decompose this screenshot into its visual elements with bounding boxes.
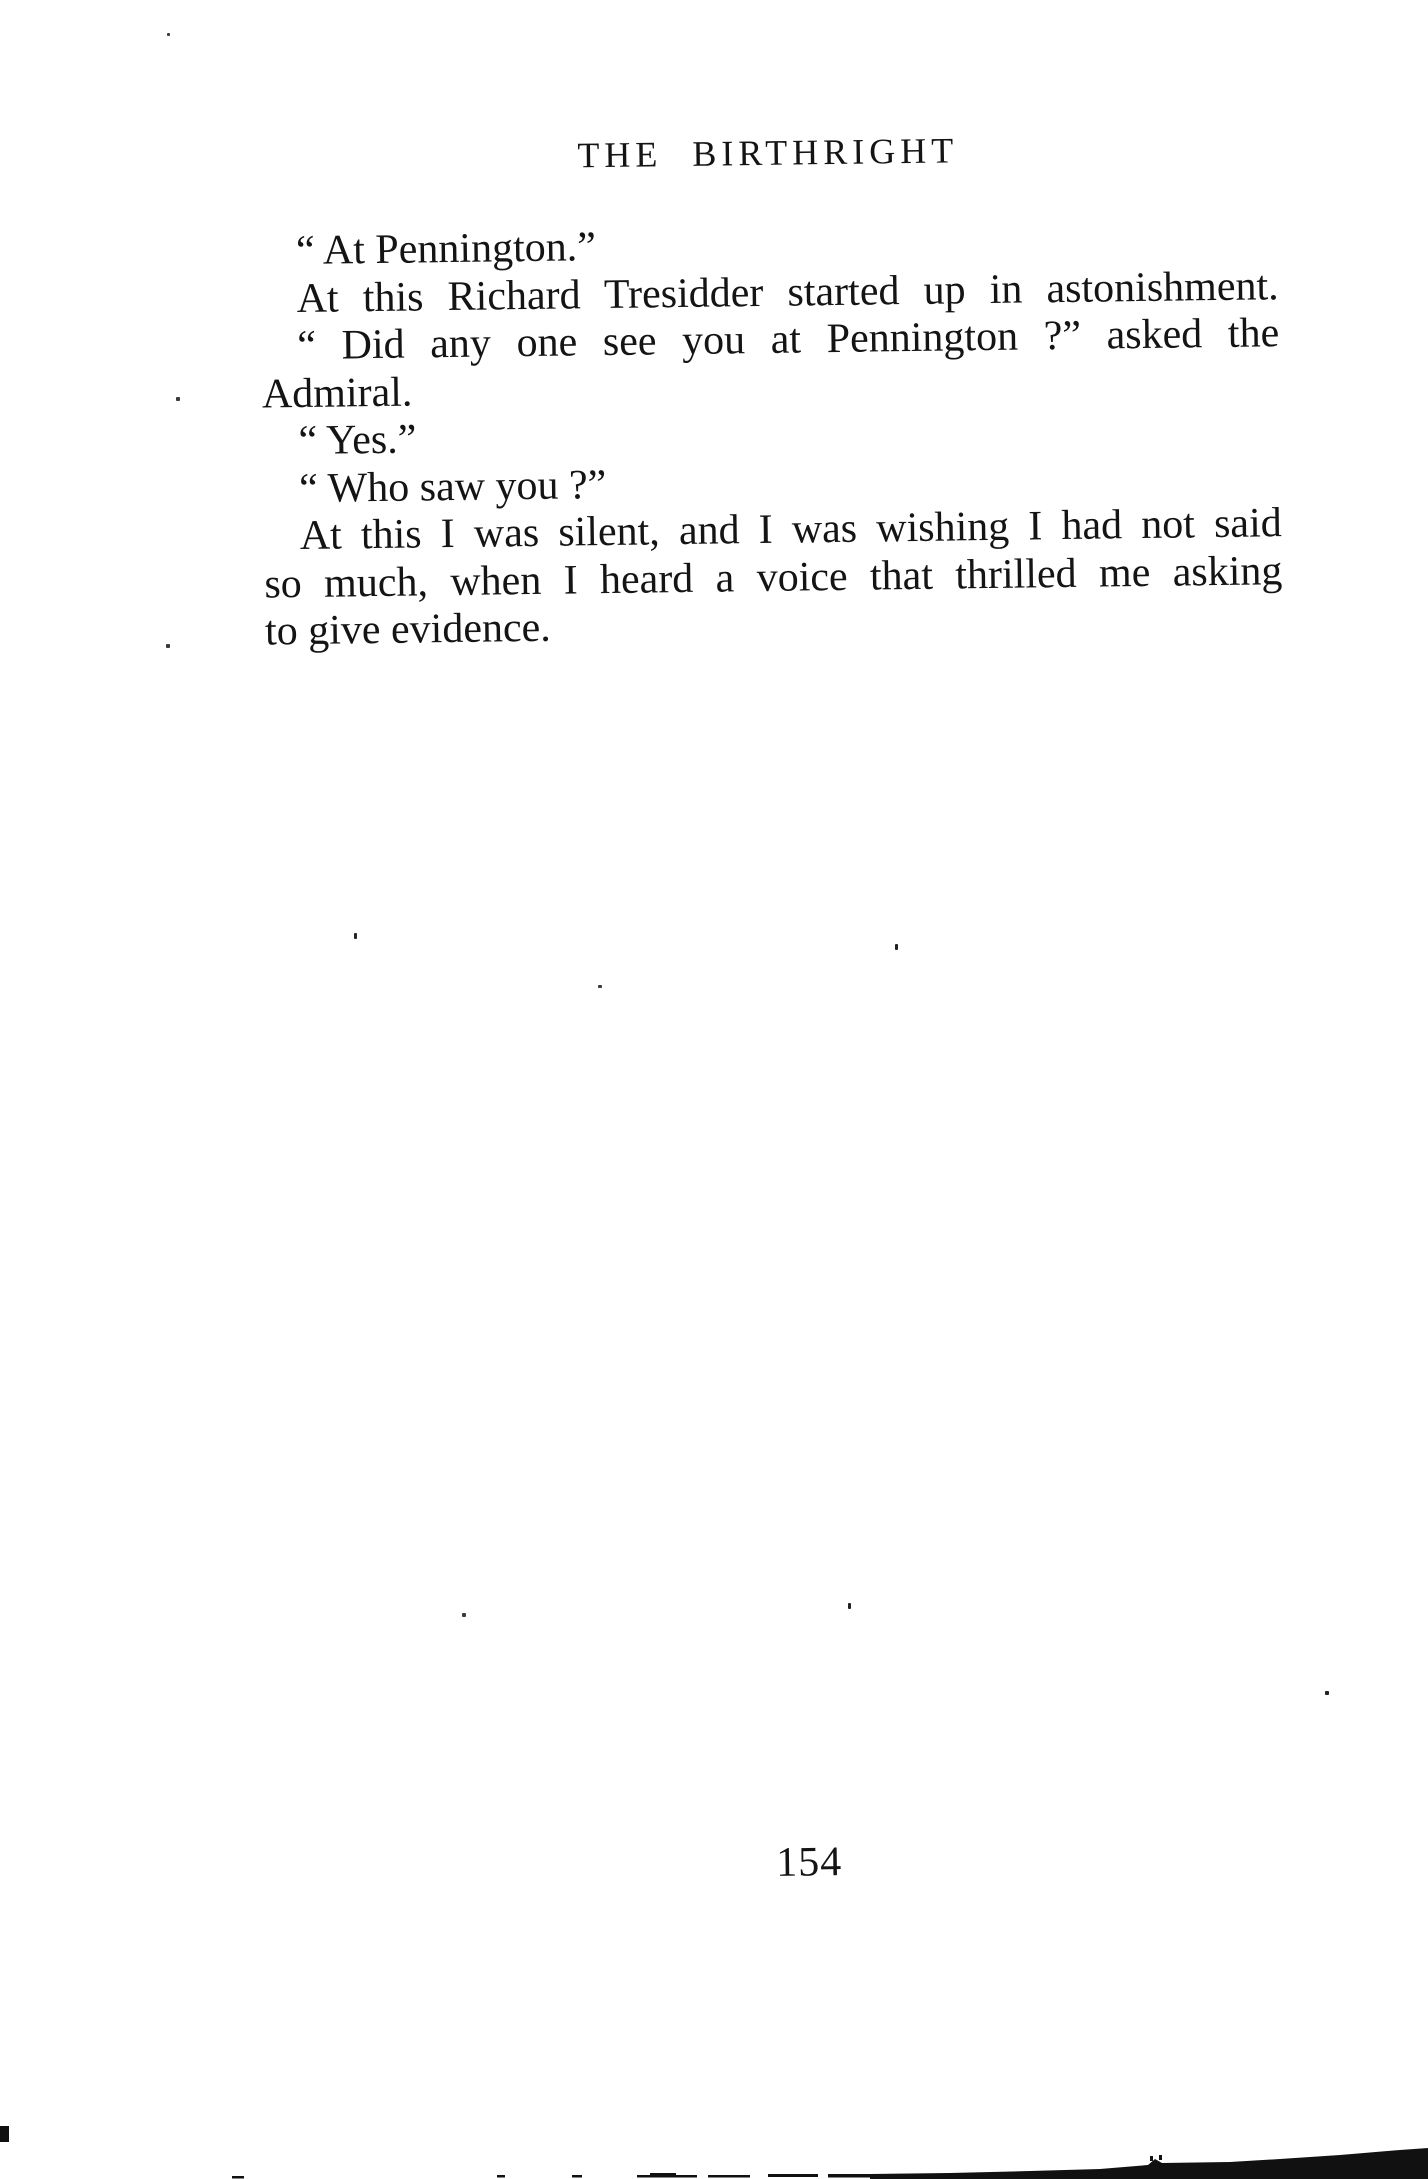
text-line: At this Richard Tresidder started up in astonishment. bbox=[296, 262, 1279, 322]
scan-speck bbox=[1325, 1691, 1329, 1695]
text-line: “ At Pennington.” bbox=[295, 224, 597, 275]
scan-speck bbox=[167, 33, 170, 36]
scan-speck bbox=[895, 944, 898, 950]
text-line: “ Did any one see you at Pennington ?” asked the bbox=[296, 310, 1280, 370]
scan-speck bbox=[166, 644, 170, 648]
scan-artifact-bottom-edge bbox=[0, 2147, 1428, 2179]
scan-speck bbox=[176, 397, 180, 401]
scan-speck bbox=[462, 1613, 466, 1617]
text-line: Admiral. bbox=[261, 369, 413, 417]
text-block bbox=[260, 215, 1284, 656]
text-line: At this I was silent, and I was wishing I had not said bbox=[299, 500, 1282, 560]
text-line: to give evidence. bbox=[264, 604, 552, 655]
text-line: “ Who saw you ?” bbox=[298, 461, 607, 512]
scan-speck bbox=[598, 985, 602, 988]
scan-speck bbox=[354, 933, 357, 939]
scan-speck bbox=[848, 1603, 851, 1609]
text-line: “ Yes.” bbox=[298, 416, 417, 465]
scan-edge-mark bbox=[0, 2126, 9, 2142]
running-header-title: THE BIRTHRIGHT bbox=[577, 130, 959, 176]
text-line: so much, when I heard a voice that thrilled me asking bbox=[264, 547, 1283, 607]
page-number: 154 bbox=[775, 1839, 843, 1886]
